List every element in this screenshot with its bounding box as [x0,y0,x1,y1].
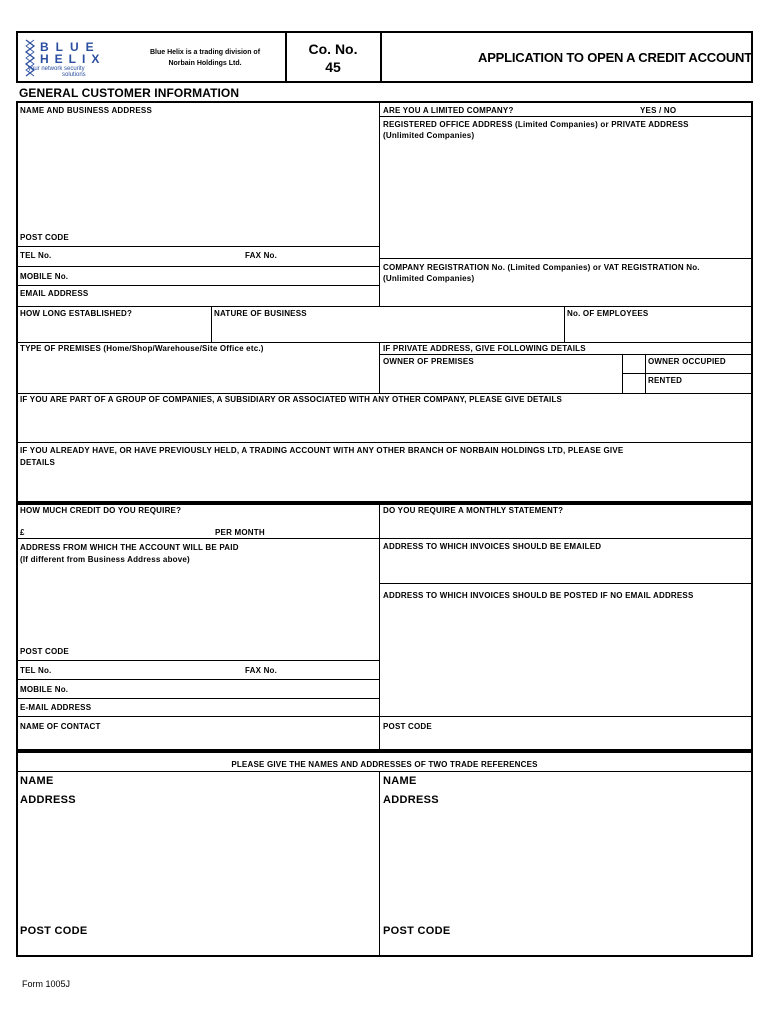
ref2-address-label: ADDRESS [383,794,439,806]
group-companies-label: IF YOU ARE PART OF A GROUP OF COMPANIES, A SUBSIDIARY OR ASSOCIATED WITH ANY OTHER COMPANY, PLEASE GIVE DETAILS [20,395,563,404]
ref1-post-code-field[interactable] [95,924,375,938]
monthly-statement-label: DO YOU REQUIRE A MONTHLY STATEMENT? [383,506,564,515]
employees-field[interactable] [567,322,749,336]
invoice-post-code-label: POST CODE [383,722,432,731]
nature-field[interactable] [214,322,560,336]
company-registration-line1: COMPANY REGISTRATION No. (Limited Companies) or VAT REGISTRATION No. [383,263,700,272]
ref2-post-code-field[interactable] [458,924,748,938]
contact-name-field[interactable] [115,720,375,734]
division-line1: Blue Helix is a trading division of [149,49,261,56]
how-long-field[interactable] [20,322,208,336]
ref2-post-code-label: POST CODE [383,925,451,937]
invoice-email-label: ADDRESS TO WHICH INVOICES SHOULD BE EMAILED [383,542,602,551]
payment-tel-label: TEL No. [20,666,52,675]
email-field[interactable] [100,287,375,299]
co-no-label: Co. No. [308,41,358,57]
ref2-address-field[interactable] [383,810,748,920]
references-heading: PLEASE GIVE THE NAMES AND ADDRESSES OF TWO TRADE REFERENCES [231,760,538,769]
limited-company-question: ARE YOU A LIMITED COMPANY? [383,106,514,115]
fax-label: FAX No. [245,251,278,260]
helix-icon [24,38,36,78]
fax-field[interactable] [285,249,375,261]
payment-fax-field[interactable] [285,664,375,676]
payment-post-code-field[interactable] [78,645,373,657]
co-no-value: 45 [325,59,341,75]
payment-address-label [20,542,239,566]
ref1-name-field[interactable] [60,775,375,789]
private-address-label: IF PRIVATE ADDRESS, GIVE FOLLOWING DETAILS [383,344,586,353]
yes-no-label[interactable]: YES / NO [640,106,677,115]
logo-tagline2: solutions [62,72,86,78]
invoice-email-field[interactable] [383,558,748,572]
payment-email-label: E-MAIL ADDRESS [20,703,92,712]
premises-type-field[interactable] [20,357,375,389]
payment-address-line2: (If different from Business Address above) [20,555,190,564]
ref1-address-label: ADDRESS [20,794,76,806]
tel-field[interactable] [60,249,240,261]
premises-type-label: TYPE OF PREMISES (Home/Shop/Warehouse/Site Office etc.) [20,344,264,353]
ref1-address-field[interactable] [20,810,375,920]
per-month-label: PER MONTH [215,528,265,537]
section-title: GENERAL CUSTOMER INFORMATION [19,86,240,100]
division-line2: Norbain Holdings Ltd. [168,60,242,67]
logo-line2: HELIX [40,52,106,66]
company-registration-line2: (Unlimited Companies) [383,274,475,283]
division-text [130,47,280,69]
trading-account-field[interactable] [20,470,748,500]
post-code-field[interactable] [78,231,373,243]
ref2-name-label: NAME [383,775,417,787]
monthly-statement-field[interactable] [383,518,748,532]
pound-symbol: £ [20,528,25,537]
trading-account-label [20,445,623,469]
registered-office-field[interactable] [383,142,748,254]
owner-premises-label: OWNER OF PREMISES [383,357,474,366]
employees-label: No. OF EMPLOYEES [567,309,649,318]
payment-fax-label: FAX No. [245,666,278,675]
credit-amount-field[interactable] [30,526,210,538]
registered-office-line2: (Unlimited Companies) [383,131,475,140]
owner-occupied-checkbox[interactable] [623,355,645,373]
co-no [286,40,380,76]
ref1-name-label: NAME [20,775,54,787]
company-registration-field[interactable] [383,288,748,302]
ref2-name-field[interactable] [423,775,748,789]
trading-account-line1: IF YOU ALREADY HAVE, OR HAVE PREVIOUSLY HELD, A TRADING ACCOUNT WITH ANY OTHER BRANCH OF NORBAIN HOLDINGS LTD, PLEASE GIVE [20,446,624,455]
credit-amount-label: HOW MUCH CREDIT DO YOU REQUIRE? [20,506,182,515]
payment-mobile-field[interactable] [80,683,375,695]
form-number: Form 1005J [22,979,71,989]
payment-address-field[interactable] [20,568,375,642]
name-address-label: NAME AND BUSINESS ADDRESS [20,106,152,115]
payment-email-field[interactable] [100,701,375,713]
invoice-post-label: ADDRESS TO WHICH INVOICES SHOULD BE POSTED IF NO EMAIL ADDRESS [383,591,694,600]
payment-tel-field[interactable] [60,664,240,676]
payment-address-line1: ADDRESS FROM WHICH THE ACCOUNT WILL BE PAID [20,543,239,552]
ref1-post-code-label: POST CODE [20,925,88,937]
mobile-field[interactable] [80,270,375,282]
logo-line1: BLUE [40,40,101,54]
trading-account-line2: DETAILS [20,458,56,467]
email-label: EMAIL ADDRESS [20,289,89,298]
group-companies-field[interactable] [20,408,748,438]
registered-office-line1: REGISTERED OFFICE ADDRESS (Limited Companies) or PRIVATE ADDRESS [383,120,689,129]
payment-post-code-label: POST CODE [20,647,69,656]
registered-office-label [383,119,689,141]
rented-checkbox[interactable] [623,374,645,392]
rented-label: RENTED [648,376,683,385]
logo-tagline1: your network security [28,66,85,72]
owner-occupied-label: OWNER OCCUPIED [648,357,726,366]
post-code-label: POST CODE [20,233,69,242]
contact-name-label: NAME OF CONTACT [20,722,101,731]
nature-label: NATURE OF BUSINESS [214,309,307,318]
company-registration-label [383,262,700,284]
invoice-post-code-field[interactable] [440,720,748,734]
how-long-label: HOW LONG ESTABLISHED? [20,309,133,318]
mobile-label: MOBILE No. [20,272,69,281]
invoice-post-field[interactable] [383,605,748,715]
name-address-field[interactable] [20,118,375,230]
tel-label: TEL No. [20,251,52,260]
form-title: APPLICATION TO OPEN A CREDIT ACCOUNT [478,50,752,65]
payment-mobile-label: MOBILE No. [20,685,69,694]
blue-helix-logo [22,38,122,80]
